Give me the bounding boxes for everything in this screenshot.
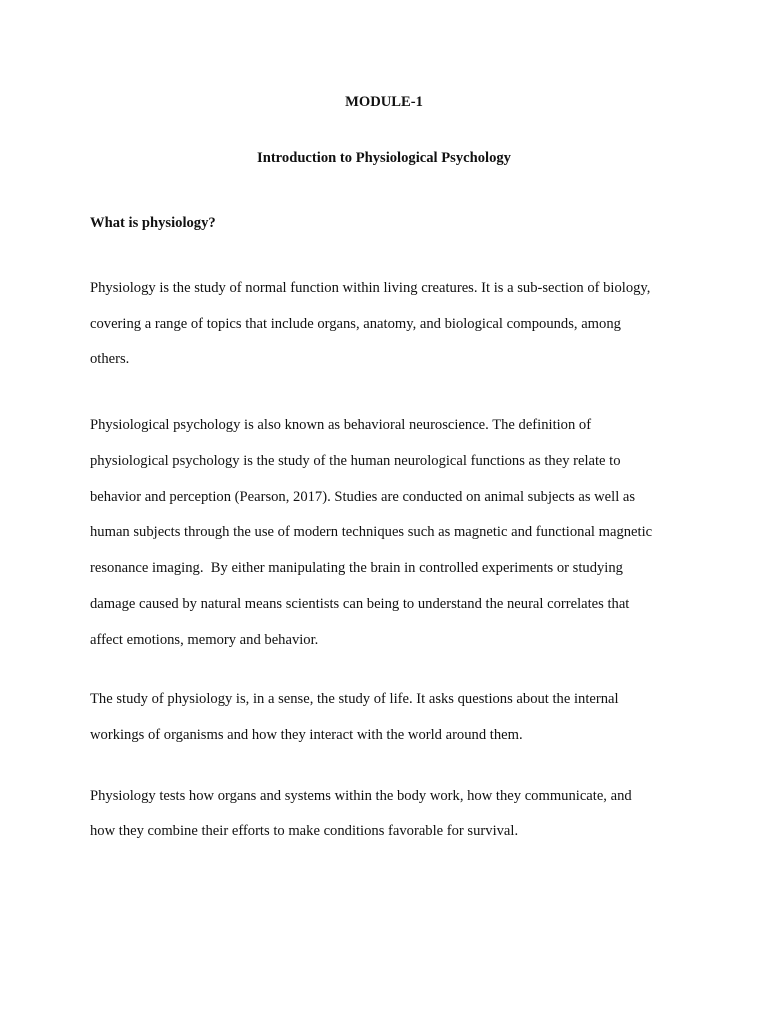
paragraph-line: The study of physiology is, in a sense, the study of life. It asks questions about the internal <box>90 691 619 707</box>
paragraph-line: others. <box>90 351 130 367</box>
document-title: Introduction to Physiological Psychology <box>257 150 511 166</box>
paragraph-line: resonance imaging. By either manipulating the brain in controlled experiments or studying <box>90 560 623 576</box>
paragraph-line: covering a range of topics that include organs, anatomy, and biological compounds, among <box>90 316 621 332</box>
paragraph-line: affect emotions, memory and behavior. <box>90 632 319 648</box>
paragraph-line: Physiology is the study of normal function within living creatures. It is a sub-section of biology, <box>90 280 651 296</box>
section-heading: What is physiology? <box>90 215 216 231</box>
paragraph-line: workings of organisms and how they interact with the world around them. <box>90 727 523 743</box>
paragraph-line: human subjects through the use of modern techniques such as magnetic and functional magnetic <box>90 524 653 540</box>
paragraph-line: how they combine their efforts to make conditions favorable for survival. <box>90 823 519 839</box>
paragraph-line: physiological psychology is the study of the human neurological functions as they relate to <box>90 453 621 469</box>
paragraph-line: Physiology tests how organs and systems within the body work, how they communicate, and <box>90 788 632 804</box>
paragraph-line: damage caused by natural means scientists can being to understand the neural correlates that <box>90 596 630 612</box>
module-title: MODULE-1 <box>345 94 423 110</box>
paragraph-line: behavior and perception (Pearson, 2017). Studies are conducted on animal subjects as well as <box>90 489 636 505</box>
paragraph-line: Physiological psychology is also known as behavioral neuroscience. The definition of <box>90 417 592 433</box>
